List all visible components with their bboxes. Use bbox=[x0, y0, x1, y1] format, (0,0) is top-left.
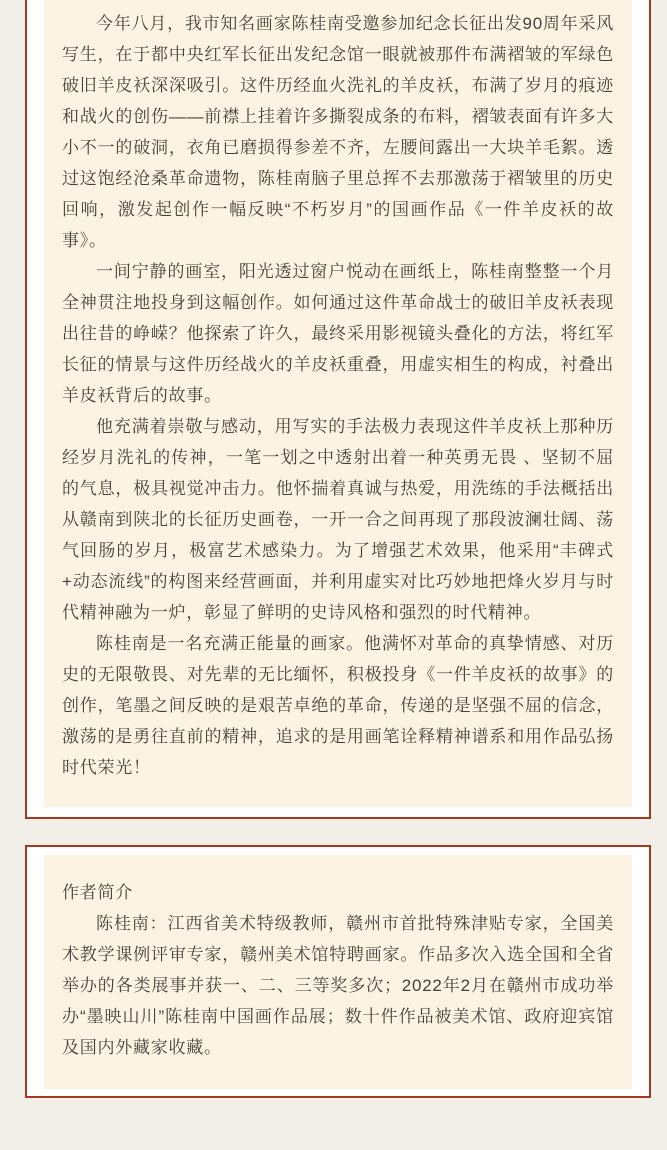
article-paragraph: 陈桂南是一名充满正能量的画家。他满怀对革命的真挚情感、对历史的无限敬畏、对先辈的无比缅怀，积极投身《一件羊皮袄的故事》的创作，笔墨之间反映的是艰苦卓绝的革命，传递的是坚强不屈的信念，激荡的是勇往直前的精神，追求的是用画笔诠释精神谱系和用作品弘扬时代荣光！ bbox=[62, 634, 614, 777]
author-section-title: 作者简介 bbox=[62, 883, 133, 902]
article-card bbox=[25, 0, 651, 819]
author-bio-text: 陈桂南：江西省美术特级教师，赣州市首批特殊津贴专家，全国美术教学课例评审专家，赣州美术馆特聘画家。作品多次入选全国和全省举办的各类展事并获一、二、三等奖多次；2022年2月在赣州市成功举办“墨映山川”陈桂南中国画作品展；数十件作品被美术馆、政府迎宾馆及国内外藏家收藏。 bbox=[62, 914, 614, 1057]
article-paragraph: 今年八月，我市知名画家陈桂南受邀参加纪念长征出发90周年采风写生，在于都中央红军长征出发纪念馆一眼就被那件布满褶皱的军绿色破旧羊皮袄深深吸引。这件历经血火洗礼的羊皮袄，布满了岁月的痕迹和战火的创伤——前襟上挂着许多撕裂成条的布料，褶皱表面有许多大小不一的破洞，衣角已磨损得参差不齐，左腰间露出一大块羊毛絮。透过这饱经沧桑革命遗物，陈桂南脑子里总挥不去那激荡于褶皱里的历史回响，激发起创作一幅反映“不朽岁月”的国画作品《一件羊皮袄的故事》。 bbox=[62, 14, 614, 250]
article-body-panel bbox=[44, 0, 632, 807]
author-bio-panel bbox=[44, 855, 632, 1089]
author-bio-card bbox=[25, 845, 651, 1098]
article-paragraph: 一间宁静的画室，阳光透过窗户悦动在画纸上，陈桂南整整一个月全神贯注地投身到这幅创作。如何通过这件革命战士的破旧羊皮袄表现出往昔的峥嵘？他探索了许久，最终采用影视镜头叠化的方法，将红军长征的情景与这件历经战火的羊皮袄重叠，用虚实相生的构成，衬叠出羊皮袄背后的故事。 bbox=[62, 262, 614, 405]
article-paragraph: 他充满着崇敬与感动，用写实的手法极力表现这件羊皮袄上那种历经岁月洗礼的传神，一笔一划之中透射出着一种英勇无畏 、坚韧不屈的气息，极具视觉冲击力。他怀揣着真诚与热爱，用洗练的手法概括出从赣南到陕北的长征历史画卷，一开一合之间再现了那段波澜壮阔、荡气回肠的岁月，极富艺术感染力。为了增强艺术效果，他采用“丰碑式+动态流线”的构图来经营画面，并利用虚实对比巧妙地把烽火岁月与时代精神融为一炉，彰显了鲜明的史诗风格和强烈的时代精神。 bbox=[62, 417, 614, 622]
